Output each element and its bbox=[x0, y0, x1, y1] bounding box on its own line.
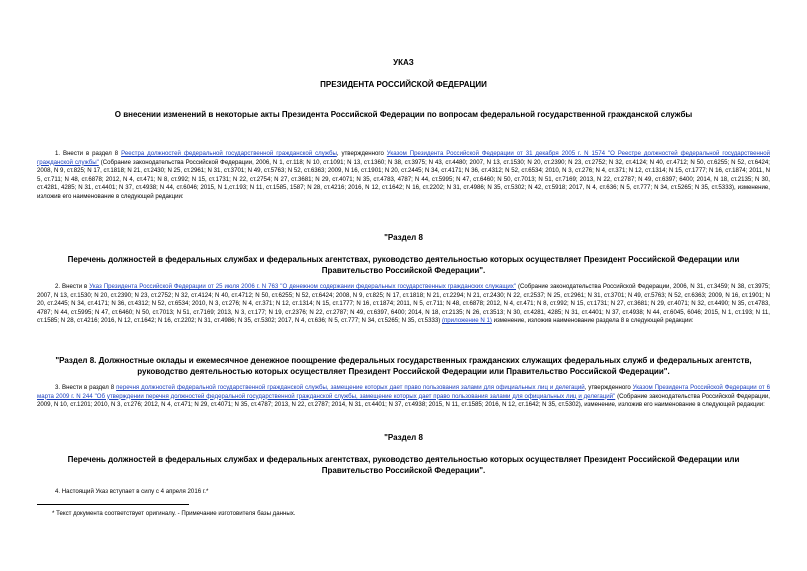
link-registry-of-positions[interactable]: Реестра должностей федеральной государственной гражданской службы bbox=[121, 150, 337, 157]
footnote-divider bbox=[37, 504, 189, 505]
link-decree-244[interactable]: Указом Президента Российской Федерации от 6 марта 2009 г. N 244 "Об утверждении перечня должностей федеральной государственной гражданской службы, замещение которых дает право пользования залами для официальных лиц и делегаций" bbox=[37, 384, 770, 400]
paragraph-1-text-c: (Собрание законодательства Российской Федерации, 2006, N 1, ст.118; N 10, ст.1091; N 13, ст.1360; N 38, ст.3975; N 43, ст.4480; 2007, N 13, ст.1530; N 20, ст.2390; N 23, ст.2752; N 32, ст.4124; N 40, ст.4712; N 50, ст.6255; N 52, ст.6424; 2008, N 9, ст.825; N 17, ст.1818; N 21, ст.2430; N 25, ст.2961; N 31, ст.3701; N 49, ст.5763; N 52, ст.6363; 2009, N 16, ст.1901; N 20, ст.2445; N 34, ст.4171; N 36, ст.4312; N 52, ст.6534; 2010, N 3, ст.276; N 4, ст.371; N 12, ст.1314; N 15, ст.1777; N 16, ст.1874; 2011, N 5, ст.711; N 48, ст.6878; 2012, N 4, ст.471; N 8, ст.992; N 15, ст.1731; N 22, ст.2754; N 27, ст.3681; N 29, ст.4071; N 35, ст.4783, 4787; N 44, ст.5995; N 47, ст.6460; N 50, ст.7013; N 51, ст.7169; 2013, N 22, ст.2787; N 49, ст.6397; 6400; 2014, N 18, ст.2135; N 30, ст.4281, 4285; N 31, ст.4401; N 37, ст.4938; N 44, ст.6046; 2015, N 1,ст.193; N 11, ст.1585, 1587; N 28, ст.4216; 2016, N 12, ст.1642; N 16, ст.2202; N 31, ст.4986; N 35, ст.5302; N 42, ст.5918; 2017, N 4, ст.636; N 5, ст.777; N 34, ст.5265; N 35, ст.5333), изменение, изложив его наименование в следующей редакции: bbox=[37, 158, 770, 200]
paragraph-3-text-b: , утвержденного bbox=[584, 384, 633, 391]
paragraph-2-text-b: (Собрание законодательства Российской Федерации, 2006, N 31, ст.3459; N 38, ст.3975; 2007, N 13, ст.1530; N 20, ст.2390; N 23, ст.2752; N 32, ст.4124; N 40, ст.4712; N 50, ст.6255; N 52, ст.6424; 2008, N 9, ст.825; N 17, ст.1818; N 21, ст.2294; N 21, ст.2430; N 22, ст.2537; N 25, ст.2961; N 31, ст.3701; N 49, ст.5763; N 52, ст.6363; 2009, N 16, ст.1901; N 20, ст.2445; N 34, ст.4171; N 36, ст.4312; N 52, ст.6534; 2010, N 3, ст.276; N 4, ст.371; N 12, ст.1314; N 15, ст.1777; N 16, ст.1874; 2011, N 5, ст.711; N 48, ст.6878; 2012, N 4, ст.471; N 8, ст.992; N 15, ст.1731; N 27, ст.3681; N 29, ст.4071; N 32, ст.4490; N 35, ст.4783, 4787; N 44, ст.5995; N 47, ст.6460; N 50, ст.7013; N 51, ст.7169; 2013, N 3, ст.177; N 19, ст.2376; N 22, ст.2787; N 49, ст.6397, 6400; 2014, N 18, ст.2135; N 26, ст.3513; N 30, ст.4281, 4285; N 31, ст.4401; N 37, ст.4938; N 44, ст.6045, 6046; 2015, N 1, ст.193; N 11, ст.1585; N 28, ст.4216; 2016, N 12, ст.1642; N 16, ст.2202; N 31, ст.4986; N 35, ст.5302; 2017, N 4, ст.636; N 5, ст.777; N 34, ст.5265; N 35, ст.5333) bbox=[37, 283, 770, 325]
section-8-text-3: Перечень должностей в федеральных службах и федеральных агентствах, руководство деятельностью которых осуществляет Президент Российской Федерации или Правительство Российской Федерации". bbox=[67, 455, 740, 475]
link-appendix-1[interactable]: (приложение N 1) bbox=[441, 317, 492, 325]
link-decree-763[interactable]: Указ Президента Российской Федерации от 25 июля 2006 г. N 763 "О денежном содержании федеральных государственных гражданских служащих" bbox=[89, 283, 517, 290]
section-8-heading-1: "Раздел 8 bbox=[384, 233, 423, 242]
paragraph-3-text-c: (Собрание законодательства Российской Федерации, 2009, N 10, ст.1201; 2010, N 3, ст.276; 2012, N 4, ст.471; N 29, ст.4071; N 35, ст.4787; 2013, N 22, ст.2787; 2014, N 31, ст.4401; N 37, ст.4938; 2015, N 11, ст.1585; 2016, N 12, ст.1642; N 35, ст.5302), изменение, изложив его наименование в следующей редакции: bbox=[37, 392, 770, 409]
paragraph-2-text-c: изменение, изложив наименование раздела 8 в следующей редакции: bbox=[491, 317, 694, 325]
section-8-text-2: "Раздел 8. Должностные оклады и ежемесячное денежное поощрение федеральных государственных гражданских служащих федеральных служб и федеральных агентств, руководство деятельностью которых осуществляет Президент Российской Федерации или Правительство Российской Федерации". bbox=[55, 356, 752, 376]
paragraph-1-text-b: , утвержденного bbox=[336, 150, 387, 157]
paragraph-1 bbox=[37, 150, 770, 202]
link-decree-1574[interactable]: Указом Президента Российской Федерации от 31 декабря 2005 г. N 1574 "О Реестре должностей федеральной государственной гражданской службы" bbox=[37, 150, 770, 166]
paragraph-2-text-a: 2. Внести в bbox=[55, 283, 90, 290]
paragraph-4-text: 4. Настоящий Указ вступает в силу с 4 апреля 2016 г.* bbox=[55, 488, 209, 495]
paragraph-3 bbox=[37, 384, 770, 410]
paragraph-2 bbox=[37, 283, 770, 326]
paragraph-1-text-a: 1. Внести в раздел 8 bbox=[55, 150, 122, 157]
footnote: * Текст документа соответствует оригиналу. - Примечание изготовителя базы данных. bbox=[52, 510, 296, 517]
paragraph-3-text-a: 3. Внести в раздел 8 bbox=[55, 384, 117, 391]
paragraph-4 bbox=[37, 488, 770, 497]
document-title-issuer: ПРЕЗИДЕНТА РОССИЙСКОЙ ФЕДЕРАЦИИ bbox=[320, 80, 487, 89]
link-list-of-positions[interactable]: перечня должностей федеральной государственной гражданской службы, замещение которых дает право пользования залами для официальных лиц и делегаций bbox=[116, 384, 585, 391]
section-8-text-1: Перечень должностей в федеральных службах и федеральных агентствах, руководство деятельностью которых осуществляет Президент Российской Федерации или Правительство Российской Федерации". bbox=[67, 255, 740, 275]
document-subject: О внесении изменений в некоторые акты Президента Российской Федерации по вопросам федеральной государственной гражданской службы bbox=[114, 110, 693, 119]
section-8-heading-3: "Раздел 8 bbox=[384, 433, 423, 442]
document-title-decree: УКАЗ bbox=[393, 58, 414, 67]
